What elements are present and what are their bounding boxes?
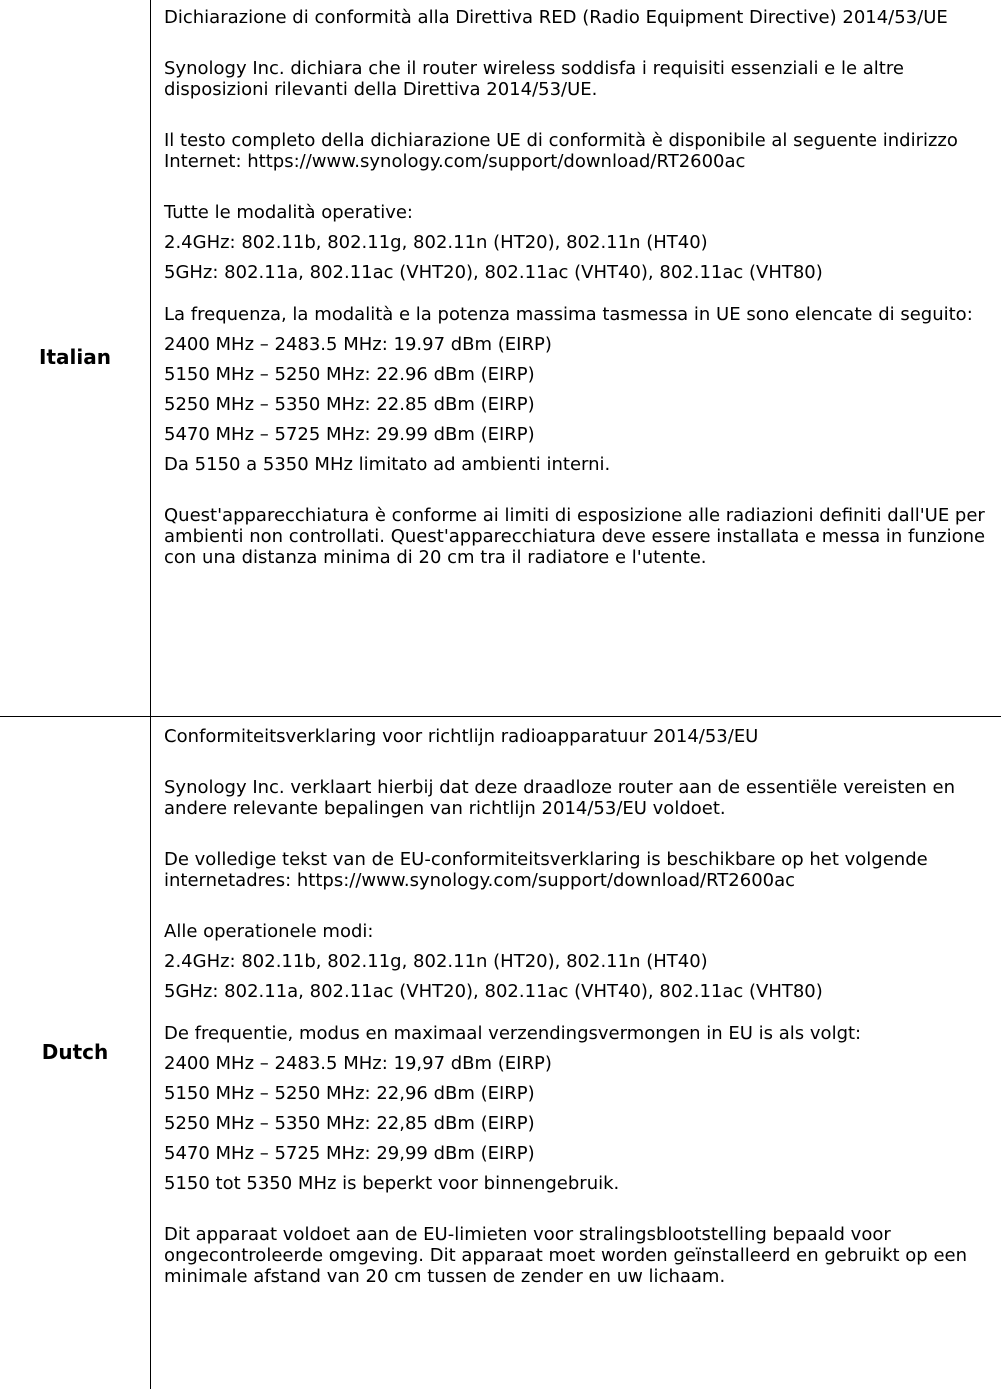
dutch-freq-line: 2400 MHz – 2483.5 MHz: 19,97 dBm (EIRP) — [164, 1053, 552, 1074]
column-divider — [150, 717, 151, 1389]
italian-full-text: Il testo completo della dichiarazione UE di conformità è disponibile al seguente indirizzo Internet: https://www.synology.com/support/download/RT2600ac — [164, 130, 958, 172]
dutch-freq-line: 5470 MHz – 5725 MHz: 29,99 dBm (EIRP) — [164, 1143, 535, 1164]
italian-freq-line: 2400 MHz – 2483.5 MHz: 19.97 dBm (EIRP) — [164, 334, 552, 355]
italian-freq-title: La frequenza, la modalità e la potenza massima tasmessa in UE sono elencate di seguito: — [164, 304, 973, 325]
dutch-mode-5ghz: 5GHz: 802.11a, 802.11ac (VHT20), 802.11ac (VHT40), 802.11ac (VHT80) — [164, 981, 823, 1002]
dutch-freqs — [164, 1053, 994, 1194]
italian-content — [164, 7, 994, 568]
italian-exposure: Quest'apparecchiatura è conforme ai limiti di esposizione alle radiazioni definiti dall'UE per ambienti non controllati. Quest'apparecchiatura deve essere installata e messa in funzione con una distanza minima di 20 cm tra il radiatore e l'utente. — [164, 505, 986, 568]
dutch-full-text: De volledige tekst van de EU-conformiteitsverklaring is beschikbare op het volgende internetadres: https://www.synology.com/support/download/RT2600ac — [164, 849, 928, 891]
italian-freqs — [164, 334, 994, 475]
italian-mode-24ghz: 2.4GHz: 802.11b, 802.11g, 802.11n (HT20), 802.11n (HT40) — [164, 232, 708, 253]
italian-mode-5ghz: 5GHz: 802.11a, 802.11ac (VHT20), 802.11ac (VHT40), 802.11ac (VHT80) — [164, 262, 823, 283]
italian-freq-line: 5250 MHz – 5350 MHz: 22.85 dBm (EIRP) — [164, 394, 535, 415]
dutch-exposure: Dit apparaat voldoet aan de EU-limieten voor stralingsblootstelling bepaald voor ongecontroleerde omgeving. Dit apparaat moet worden geïnstalleerd en gebruikt op een minimale afstand van 20 cm tussen de zender en uw lichaam. — [164, 1224, 968, 1287]
italian-heading: Dichiarazione di conformità alla Direttiva RED (Radio Equipment Directive) 2014/53/UE — [164, 7, 948, 28]
italian-freq-line: 5150 MHz – 5250 MHz: 22.96 dBm (EIRP) — [164, 364, 535, 385]
italian-modes-title: Tutte le modalità operative: — [164, 202, 413, 223]
language-label-dutch: Dutch — [41, 1040, 109, 1064]
italian-freq-line: 5470 MHz – 5725 MHz: 29.99 dBm (EIRP) — [164, 424, 535, 445]
language-label-italian: Italian — [39, 345, 111, 369]
dutch-freq-title: De frequentie, modus en maximaal verzendingsvermongen in EU is als volgt: — [164, 1023, 862, 1044]
dutch-modes-title: Alle operationele modi: — [164, 921, 374, 942]
dutch-indoor-note: 5150 tot 5350 MHz is beperkt voor binnengebruik. — [164, 1173, 620, 1194]
dutch-freq-line: 5250 MHz – 5350 MHz: 22,85 dBm (EIRP) — [164, 1113, 535, 1134]
dutch-mode-24ghz: 2.4GHz: 802.11b, 802.11g, 802.11n (HT20), 802.11n (HT40) — [164, 951, 708, 972]
column-divider — [150, 0, 151, 717]
dutch-declaration: Synology Inc. verklaart hierbij dat deze draadloze router aan de essentiële vereisten en andere relevante bepalingen van richtlijn 2014/53/EU voldoet. — [164, 777, 956, 819]
italian-indoor-note: Da 5150 a 5350 MHz limitato ad ambienti interni. — [164, 454, 611, 475]
dutch-content — [164, 726, 994, 1287]
dutch-freq-line: 5150 MHz – 5250 MHz: 22,96 dBm (EIRP) — [164, 1083, 535, 1104]
dutch-heading: Conformiteitsverklaring voor richtlijn radioapparatuur 2014/53/EU — [164, 726, 759, 747]
italian-modes — [164, 202, 994, 283]
dutch-modes — [164, 921, 994, 1002]
italian-declaration: Synology Inc. dichiara che il router wireless soddisfa i requisiti essenziali e le altre disposizioni rilevanti della Direttiva 2014/53/UE. — [164, 58, 904, 100]
